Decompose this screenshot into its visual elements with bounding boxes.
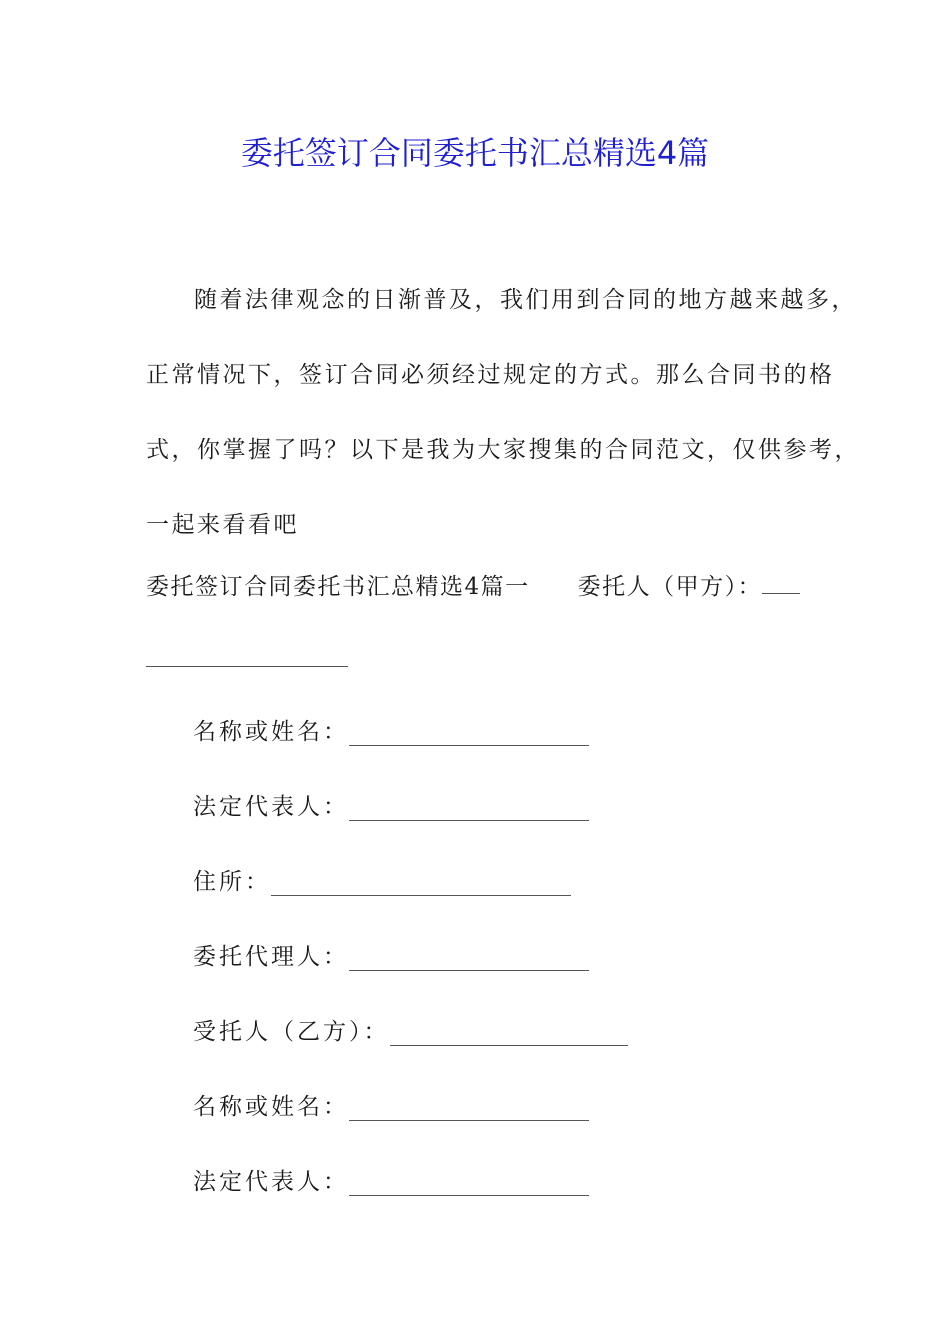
page-title: 委托签订合同委托书汇总精选4篇 — [240, 134, 710, 172]
fill-in-blank — [349, 1088, 589, 1121]
field-label: 名称或姓名： — [193, 1094, 349, 1120]
field-label: 委托代理人： — [193, 944, 349, 970]
fill-in-blank — [349, 788, 589, 821]
field-agent-a — [193, 937, 589, 977]
fill-in-blank — [349, 1163, 589, 1196]
intro-line-2: 正常情况下，签订合同必须经过规定的方式。那么合同书的格 — [146, 362, 835, 388]
field-trustee-b — [193, 1012, 628, 1052]
fill-in-blank — [390, 1013, 628, 1046]
intro-line-4: 一起来看看吧 — [146, 512, 299, 538]
field-label: 名称或姓名： — [193, 719, 349, 745]
principal-label: 委托人（甲方）： — [577, 574, 763, 600]
fill-in-blank — [271, 863, 571, 896]
intro-line-3: 式，你掌握了吗？以下是我为大家搜集的合同范文，仅供参考， — [146, 437, 860, 463]
intro-line-1: 随着法律观念的日渐普及，我们用到合同的地方越来越多， — [194, 287, 857, 313]
intro-paragraph — [146, 263, 860, 563]
principal-blank — [762, 563, 800, 594]
field-label: 法定代表人： — [193, 1169, 349, 1195]
field-label: 住所： — [193, 869, 271, 895]
field-legal-rep-b — [193, 1162, 589, 1202]
field-address-a — [193, 862, 571, 902]
fill-in-blank — [349, 713, 589, 746]
field-legal-rep-a — [193, 787, 589, 827]
principal-blank-continued — [146, 666, 348, 667]
field-label: 法定代表人： — [193, 794, 349, 820]
field-name-a — [193, 712, 589, 752]
section-heading: 委托签订合同委托书汇总精选4篇一 — [146, 574, 530, 600]
field-name-b — [193, 1087, 589, 1127]
field-label: 受托人（乙方）： — [193, 1019, 390, 1045]
section-heading-line — [146, 563, 826, 609]
fill-in-blank — [349, 938, 589, 971]
